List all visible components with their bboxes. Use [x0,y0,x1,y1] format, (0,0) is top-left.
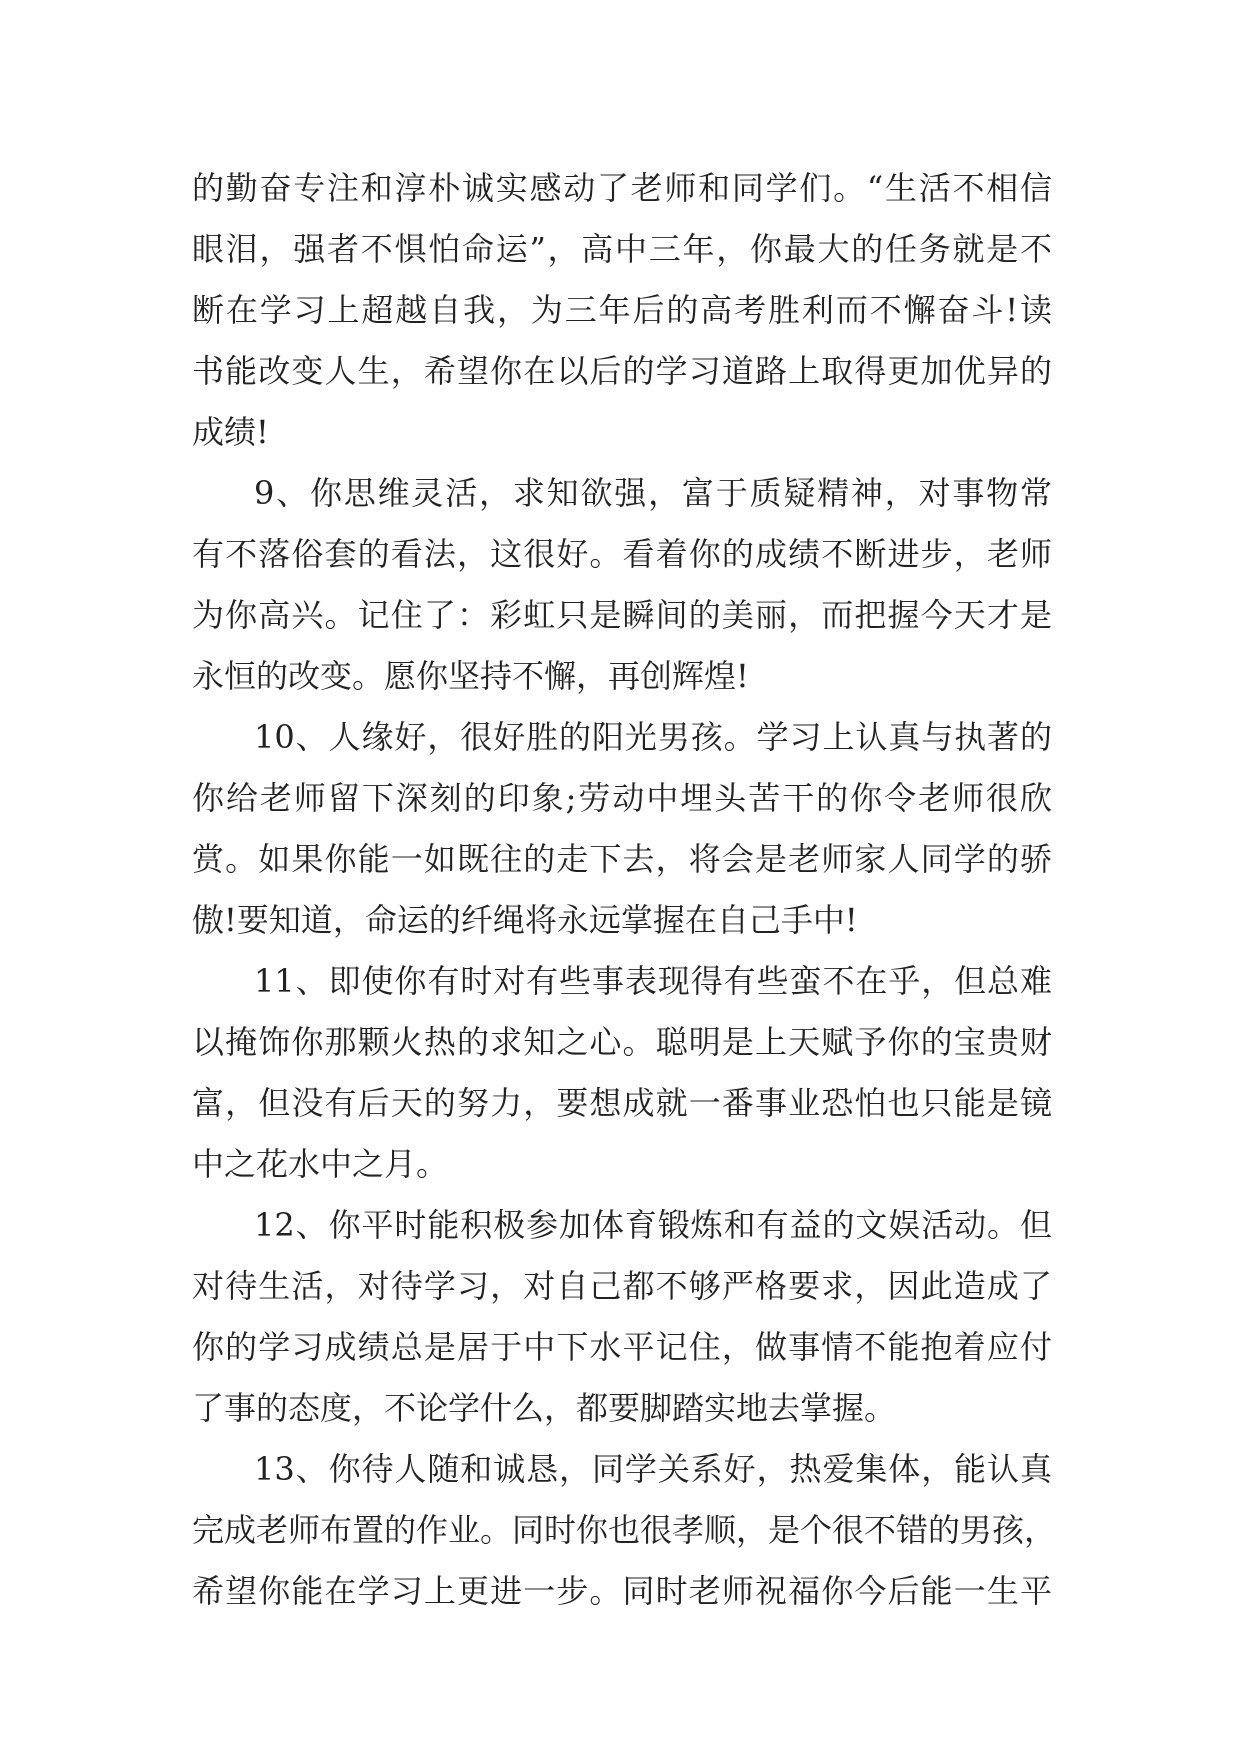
paragraph-12 [192,1195,1052,1439]
text-line: 以掩饰你那颗火热的求知之心。聪明是上天赋予你的宝贵财 [192,1023,1052,1061]
paragraph-9 [192,463,1052,707]
text-line: 中之花水中之月。 [192,1145,449,1183]
text-line: 对待生活，对待学习，对自己都不够严格要求，因此造成了 [192,1267,1052,1305]
text-line: 有不落俗套的看法，这很好。看着你的成绩不断进步，老师 [192,535,1052,573]
text-line: 12、你平时能积极参加体育锻炼和有益的文娱活动。但 [254,1206,1052,1244]
paragraph-10 [192,707,1052,951]
text-line: 赏。如果你能一如既往的走下去，将会是老师家人同学的骄 [192,840,1052,878]
text-line: 希望你能在学习上更进一步。同时老师祝福你今后能一生平 [192,1572,1052,1610]
text-line: 的勤奋专注和淳朴诚实感动了老师和同学们。“生活不相信 [192,169,1052,207]
text-line: 你给老师留下深刻的印象;劳动中埋头苦干的你令老师很欣 [192,779,1052,817]
text-line: 9、你思维灵活，求知欲强，富于质疑精神，对事物常 [254,474,1052,512]
text-line: 了事的态度，不论学什么，都要脚踏实地去掌握。 [192,1389,897,1427]
text-line: 10、人缘好，很好胜的阳光男孩。学习上认真与执著的 [254,718,1052,756]
text-line: 成绩! [192,413,269,451]
text-line: 断在学习上超越自我，为三年后的高考胜利而不懈奋斗!读 [192,291,1052,329]
text-line: 11、即使你有时对有些事表现得有些蛮不在乎，但总难 [254,962,1052,1000]
text-line: 眼泪，强者不惧怕命运”，高中三年，你最大的任务就是不 [192,230,1052,268]
text-line: 完成老师布置的作业。同时你也很孝顺，是个很不错的男孩， [192,1511,1057,1549]
text-line: 傲!要知道，命运的纤绳将永远掌握在自己手中! [192,901,858,939]
text-line: 富，但没有后天的努力，要想成就一番事业恐怕也只能是镜 [192,1084,1052,1122]
text-line: 为你高兴。记住了：彩虹只是瞬间的美丽，而把握今天才是 [192,596,1052,634]
paragraph-11 [192,951,1052,1195]
text-line: 永恒的改变。愿你坚持不懈，再创辉煌! [192,657,749,695]
text-line: 13、你待人随和诚恳，同学关系好，热爱集体，能认真 [254,1450,1052,1488]
text-line: 书能改变人生，希望你在以后的学习道路上取得更加优异的 [192,352,1052,390]
paragraph-continued [192,158,1052,463]
document-body [192,158,1057,1622]
paragraph-13 [192,1439,1057,1622]
text-line: 你的学习成绩总是居于中下水平记住，做事情不能抱着应付 [192,1328,1052,1366]
